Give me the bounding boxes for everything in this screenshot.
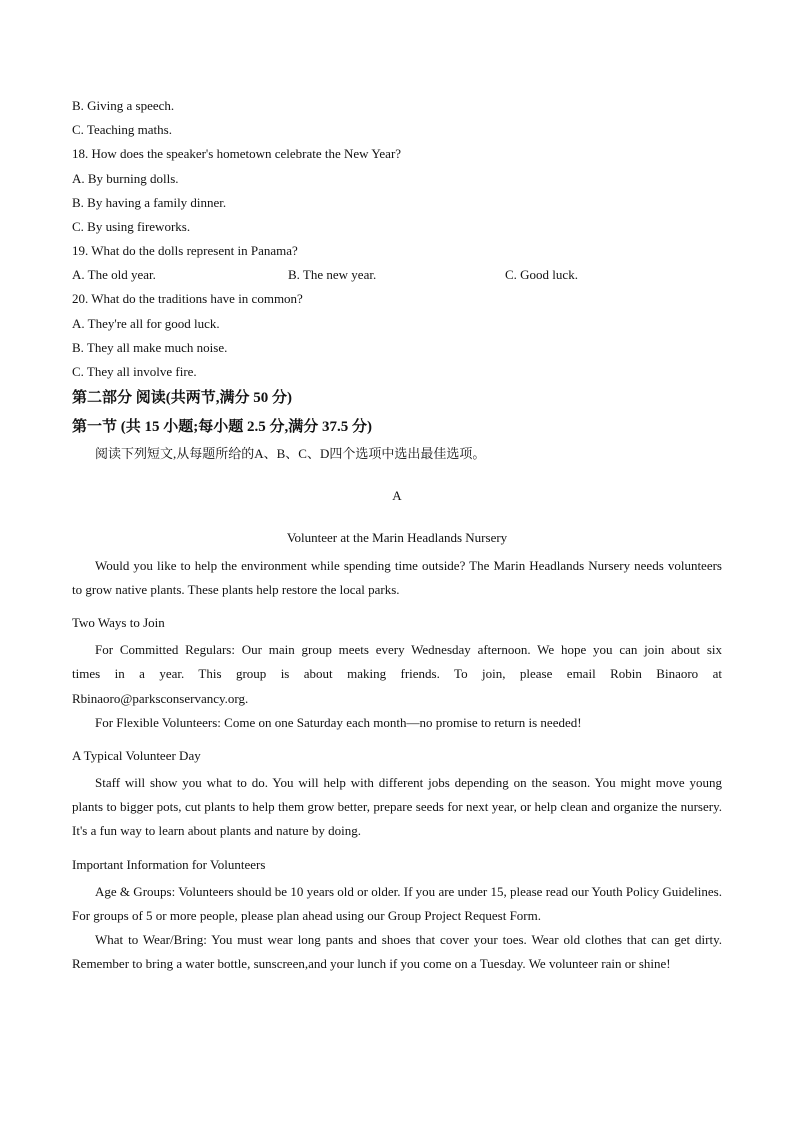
section-heading-important-info: Important Information for Volunteers [72, 856, 266, 872]
flexible-volunteers: For Flexible Volunteers: Come on one Saturday each month—no promise to return is needed! [95, 714, 582, 730]
what-to-wear-paragraph: What to Wear/Bring: You must wear long pants and shoes that cover your toes. Wear old clothes that can get dirty. Remember to bring a water bottle, sunscreen,and your lunch if you come on a Tuesday. We volunteer rain or shine! [72, 932, 722, 972]
section-heading-two-ways: Two Ways to Join [72, 615, 165, 631]
q18-stem: 18. How does the speaker's hometown celebrate the New Year? [72, 146, 402, 162]
regulars-line-2: times in a year. This group is about making friends. To join, please email Robin Binaoro at [72, 666, 722, 682]
q20-option-a: A. They're all for good luck. [72, 315, 220, 331]
subsection-heading: 第一节 (共 15 小题;每小题 2.5 分,满分 37.5 分) [72, 419, 372, 436]
q19-options [72, 263, 722, 287]
q17-option-c: C. Teaching maths. [72, 122, 172, 138]
age-groups-paragraph: Age & Groups: Volunteers should be 10 years old or older. If you are under 15, please read our Youth Policy Guidelines. For groups of 5 or more people, please plan ahead using our Group Project Request Form. [72, 883, 722, 923]
q19-option-b: B. The new year. [288, 267, 377, 283]
q20-option-b: B. They all make much noise. [72, 339, 228, 355]
passage-letter: A [392, 488, 402, 504]
q18-option-b: B. By having a family dinner. [72, 194, 227, 210]
q19-option-a: A. The old year. [72, 267, 156, 283]
q20-stem: 20. What do the traditions have in common? [72, 291, 303, 307]
regulars-line-1: For Committed Regulars: Our main group meets every Wednesday afternoon. We hope you can join about six [95, 642, 722, 658]
q17-option-b: B. Giving a speech. [72, 98, 175, 113]
q18-option-a: A. By burning dolls. [72, 170, 179, 186]
q19-option-c: C. Good luck. [505, 267, 578, 283]
reading-instructions: 阅读下列短文,从每题所给的A、B、C、D四个选项中选出最佳选项。 [95, 446, 486, 462]
q18-option-c: C. By using fireworks. [72, 219, 191, 235]
regulars-line-3: Rbinaoro@parksconservancy.org. [72, 690, 249, 706]
passage-intro: Would you like to help the environment while spending time outside? The Marin Headlands Nursery needs volunteers to grow native plants. These plants help restore the local parks. [72, 557, 722, 598]
q20-option-c: C. They all involve fire. [72, 364, 197, 380]
exam-page [72, 94, 722, 976]
q19-stem: 19. What do the dolls represent in Panama? [72, 243, 298, 259]
section-heading-typical-day: A Typical Volunteer Day [72, 748, 201, 764]
passage-title: Volunteer at the Marin Headlands Nursery [286, 529, 508, 545]
part-heading: 第二部分 阅读(共两节,满分 50 分) [72, 390, 292, 407]
typical-day-paragraph: Staff will show you what to do. You will help with different jobs depending on the season. You might move young plants to bigger pots, cut plants to help them grow better, prepare seeds for next year, or help clean and organize the nursery. It's a fun way to learn about plants and nature by doing. [72, 775, 722, 839]
